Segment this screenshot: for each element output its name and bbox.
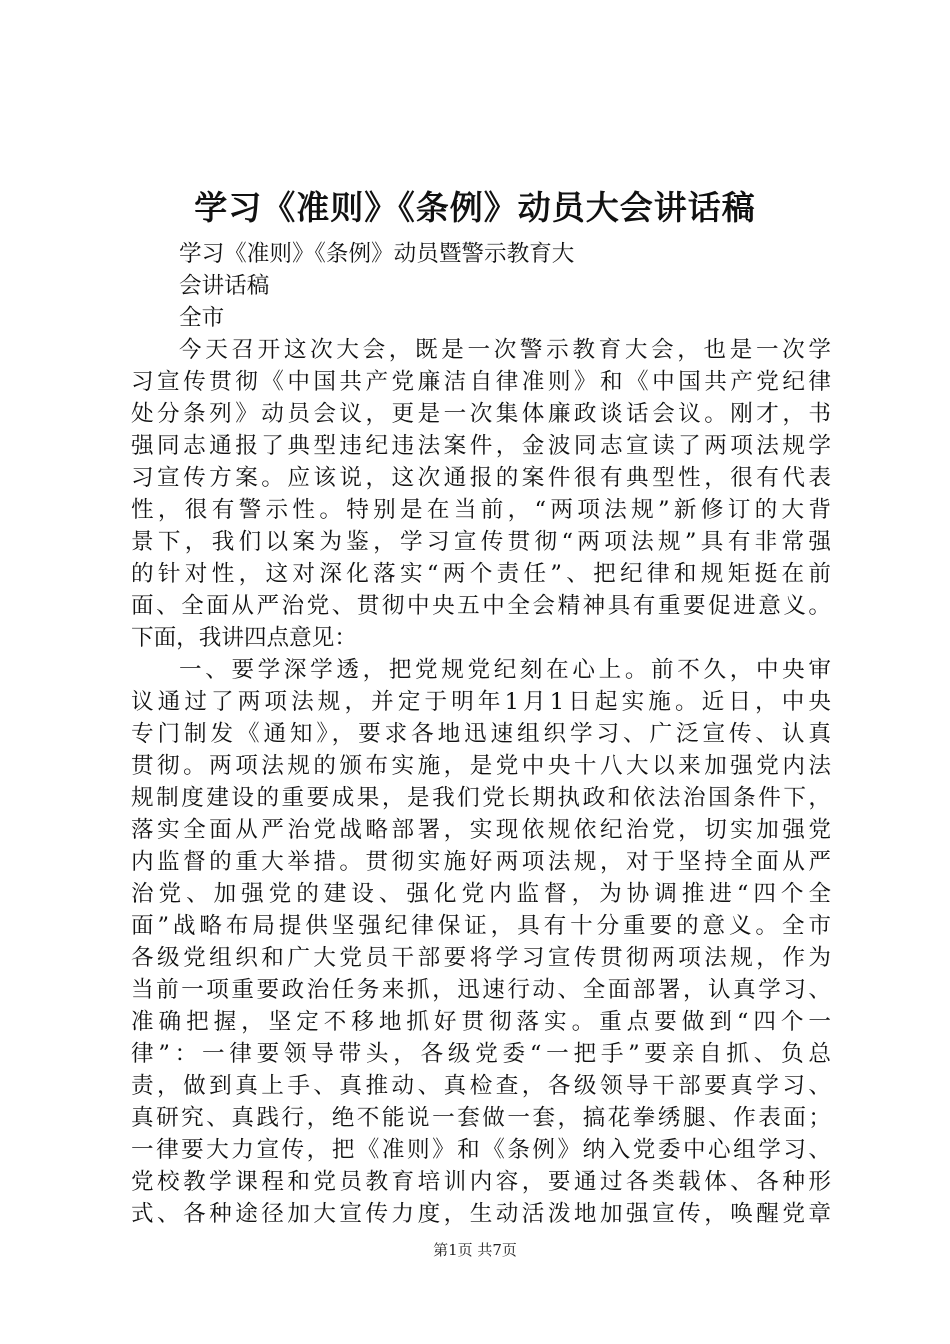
text-line: 面、全面从严治党、贯彻中央五中全会精神具有重要促进意义。	[131, 593, 831, 619]
paragraph-1	[131, 334, 831, 654]
text-line: 治党、加强党的建设、强化党内监督，为协调推进“四个全	[131, 881, 831, 907]
paragraph-2	[131, 654, 831, 1230]
text-line: 性，很有警示性。特别是在当前，“两项法规”新修订的大背	[131, 497, 831, 523]
text-line: 真研究、真践行，绝不能说一套做一套，搞花拳绣腿、作表面；	[131, 1105, 831, 1131]
salutation: 全市	[179, 305, 225, 331]
subtitle-line: 学习《准则》《条例》动员暨警示教育大	[179, 241, 575, 267]
text-line: 强同志通报了典型违纪违法案件，金波同志宣读了两项法规学	[131, 433, 831, 459]
text-line: 准确把握，坚定不移地抓好贯彻落实。重点要做到“四个一	[131, 1009, 831, 1035]
text-line: 景下，我们以案为鉴，学习宣传贯彻“两项法规”具有非常强	[131, 529, 831, 555]
text-line: 面”战略布局提供坚强纪律保证，具有十分重要的意义。全市	[131, 913, 831, 939]
text-line: 下面，我讲四点意见：	[131, 625, 357, 651]
text-line: 各级党组织和广大党员干部要将学习宣传贯彻两项法规，作为	[131, 945, 831, 971]
page-footer: 第1页 共7页	[433, 1241, 517, 1259]
text-line: 专门制发《通知》，要求各地迅速组织学习、广泛宣传、认真	[131, 721, 831, 747]
text-line: 党校教学课程和党员教育培训内容，要通过各类载体、各种形	[131, 1169, 831, 1195]
text-line: 内监督的重大举措。贯彻实施好两项法规，对于坚持全面从严	[131, 849, 831, 875]
text-line: 今天召开这次大会，既是一次警示教育大会，也是一次学	[179, 337, 831, 363]
text-line: 当前一项重要政治任务来抓，迅速行动、全面部署，认真学习、	[131, 977, 831, 1003]
text-line: 的针对性，这对深化落实“两个责任”、把纪律和规矩挺在前	[131, 561, 831, 587]
text-line: 贯彻。两项法规的颁布实施，是党中央十八大以来加强党内法	[131, 753, 831, 779]
document-title: 学习《准则》《条例》动员大会讲话稿	[194, 188, 756, 227]
text-line: 落实全面从严治党战略部署，实现依规依纪治党，切实加强党	[131, 817, 831, 843]
text-line: 处分条列》动员会议，更是一次集体廉政谈话会议。刚才，书	[131, 401, 831, 427]
text-line: 律”：一律要领导带头，各级党委“一把手”要亲自抓、负总	[131, 1041, 831, 1067]
subtitle-line: 会讲话稿	[179, 273, 270, 299]
text-line: 习宣传方案。应该说，这次通报的案件很有典型性，很有代表	[131, 465, 831, 491]
text-line: 规制度建设的重要成果，是我们党长期执政和依法治国条件下，	[131, 785, 831, 811]
text-line: 式、各种途径加大宣传力度，生动活泼地加强宣传，唤醒党章	[131, 1201, 831, 1227]
text-line: 一、要学深学透，把党规党纪刻在心上。前不久，中央审	[179, 657, 831, 683]
text-line: 习宣传贯彻《中国共产党廉洁自律准则》和《中国共产党纪律	[131, 369, 831, 395]
text-line: 责，做到真上手、真推动、真检查，各级领导干部要真学习、	[131, 1073, 831, 1099]
document-body	[131, 238, 831, 1230]
text-line: 一律要大力宣传，把《准则》和《条例》纳入党委中心组学习、	[131, 1137, 831, 1163]
text-line: 议通过了两项法规，并定于明年1月1日起实施。近日，中央	[131, 689, 831, 715]
